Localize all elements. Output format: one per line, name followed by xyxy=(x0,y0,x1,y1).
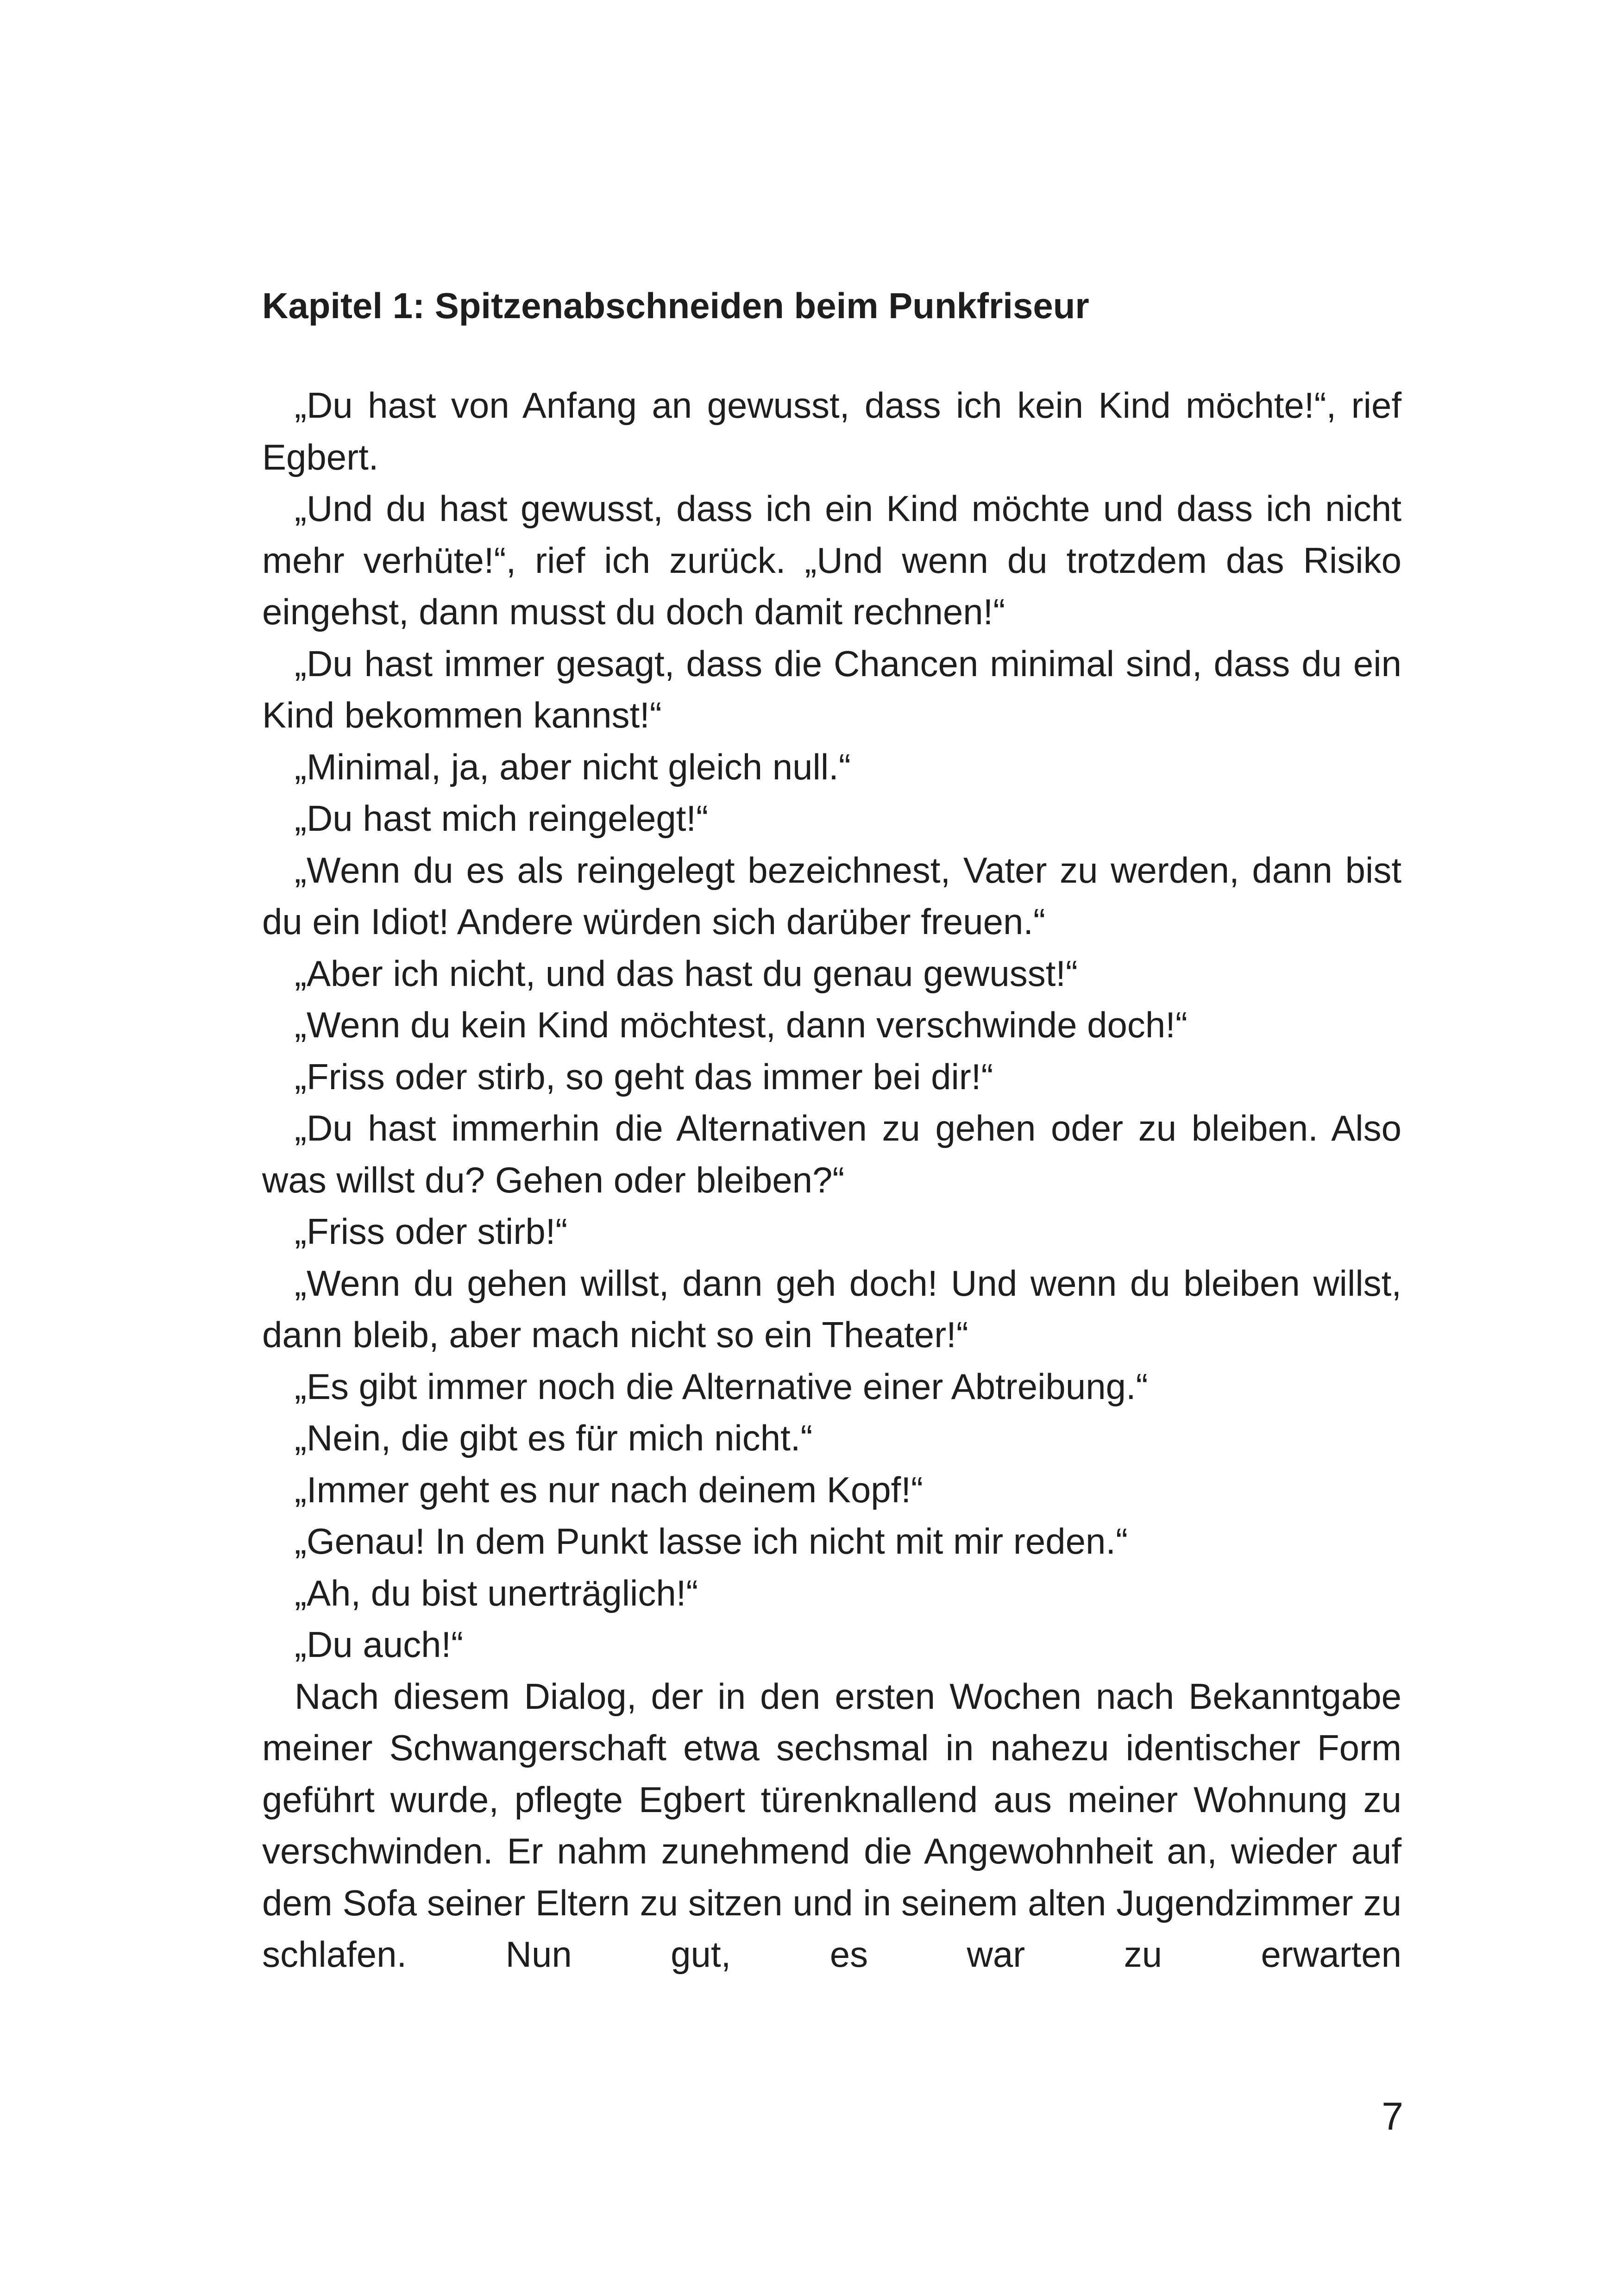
paragraph: Nach diesem Dialog, der in den ersten Wochen nach Bekanntgabe meiner Schwangerschaft etwa sechsmal in nahezu identischer Form geführt wurde, pflegte Egbert türenknallend aus meiner Wohnung zu verschwinden. Er nahm zunehmend die Angewohnheit an, wieder auf dem Sofa seiner Eltern zu sitzen und in seinem alten Jugendzimmer zu schlafen. Nun gut, es war zu erwarten xyxy=(262,1675,1401,1975)
chapter-title: Kapitel 1: Spitzenabschneiden beim Punkfriseur xyxy=(262,285,1089,326)
paragraph: „Du hast mich reingelegt!“ xyxy=(295,798,709,839)
paragraph: „Wenn du gehen willst, dann geh doch! Und wenn du bleiben willst, dann bleib, aber mach nicht so ein Theater!“ xyxy=(262,1262,1401,1355)
paragraph: „Minimal, ja, aber nicht gleich null.“ xyxy=(295,746,851,787)
paragraph: „Friss oder stirb!“ xyxy=(295,1211,568,1252)
paragraph: „Friss oder stirb, so geht das immer bei dir!“ xyxy=(295,1056,993,1097)
paragraph: „Wenn du es als reingelegt bezeichnest, Vater zu werden, dann bist du ein Idiot! Andere würden sich darüber freuen.“ xyxy=(262,849,1401,942)
paragraph: „Immer geht es nur nach deinem Kopf!“ xyxy=(295,1469,923,1510)
paragraph: „Du hast von Anfang an gewusst, dass ich kein Kind möchte!“, rief Egbert. xyxy=(262,385,1401,477)
chapter-body xyxy=(262,380,1401,1981)
paragraph: „Es gibt immer noch die Alternative einer Abtreibung.“ xyxy=(295,1366,1148,1407)
paragraph: „Ah, du bist unerträglich!“ xyxy=(295,1572,698,1613)
paragraph: „Du auch!“ xyxy=(295,1624,464,1665)
paragraph: „Nein, die gibt es für mich nicht.“ xyxy=(295,1418,813,1458)
paragraph: „Genau! In dem Punkt lasse ich nicht mit mir reden.“ xyxy=(295,1521,1128,1562)
page-number: 7 xyxy=(1382,2095,1403,2138)
paragraph: „Du hast immerhin die Alternativen zu gehen oder zu bleiben. Also was willst du? Gehen oder bleiben?“ xyxy=(262,1108,1401,1200)
paragraph: „Aber ich nicht, und das hast du genau gewusst!“ xyxy=(295,953,1078,994)
paragraph: „Und du hast gewusst, dass ich ein Kind möchte und dass ich nicht mehr verhüte!“, rief ich zurück. „Und wenn du trotzdem das Risiko eingehst, dann musst du doch damit rechnen!“ xyxy=(262,488,1401,632)
paragraph: „Du hast immer gesagt, dass die Chancen minimal sind, dass du ein Kind bekommen kannst!“ xyxy=(262,643,1401,735)
paragraph: „Wenn du kein Kind möchtest, dann verschwinde doch!“ xyxy=(295,1004,1187,1045)
